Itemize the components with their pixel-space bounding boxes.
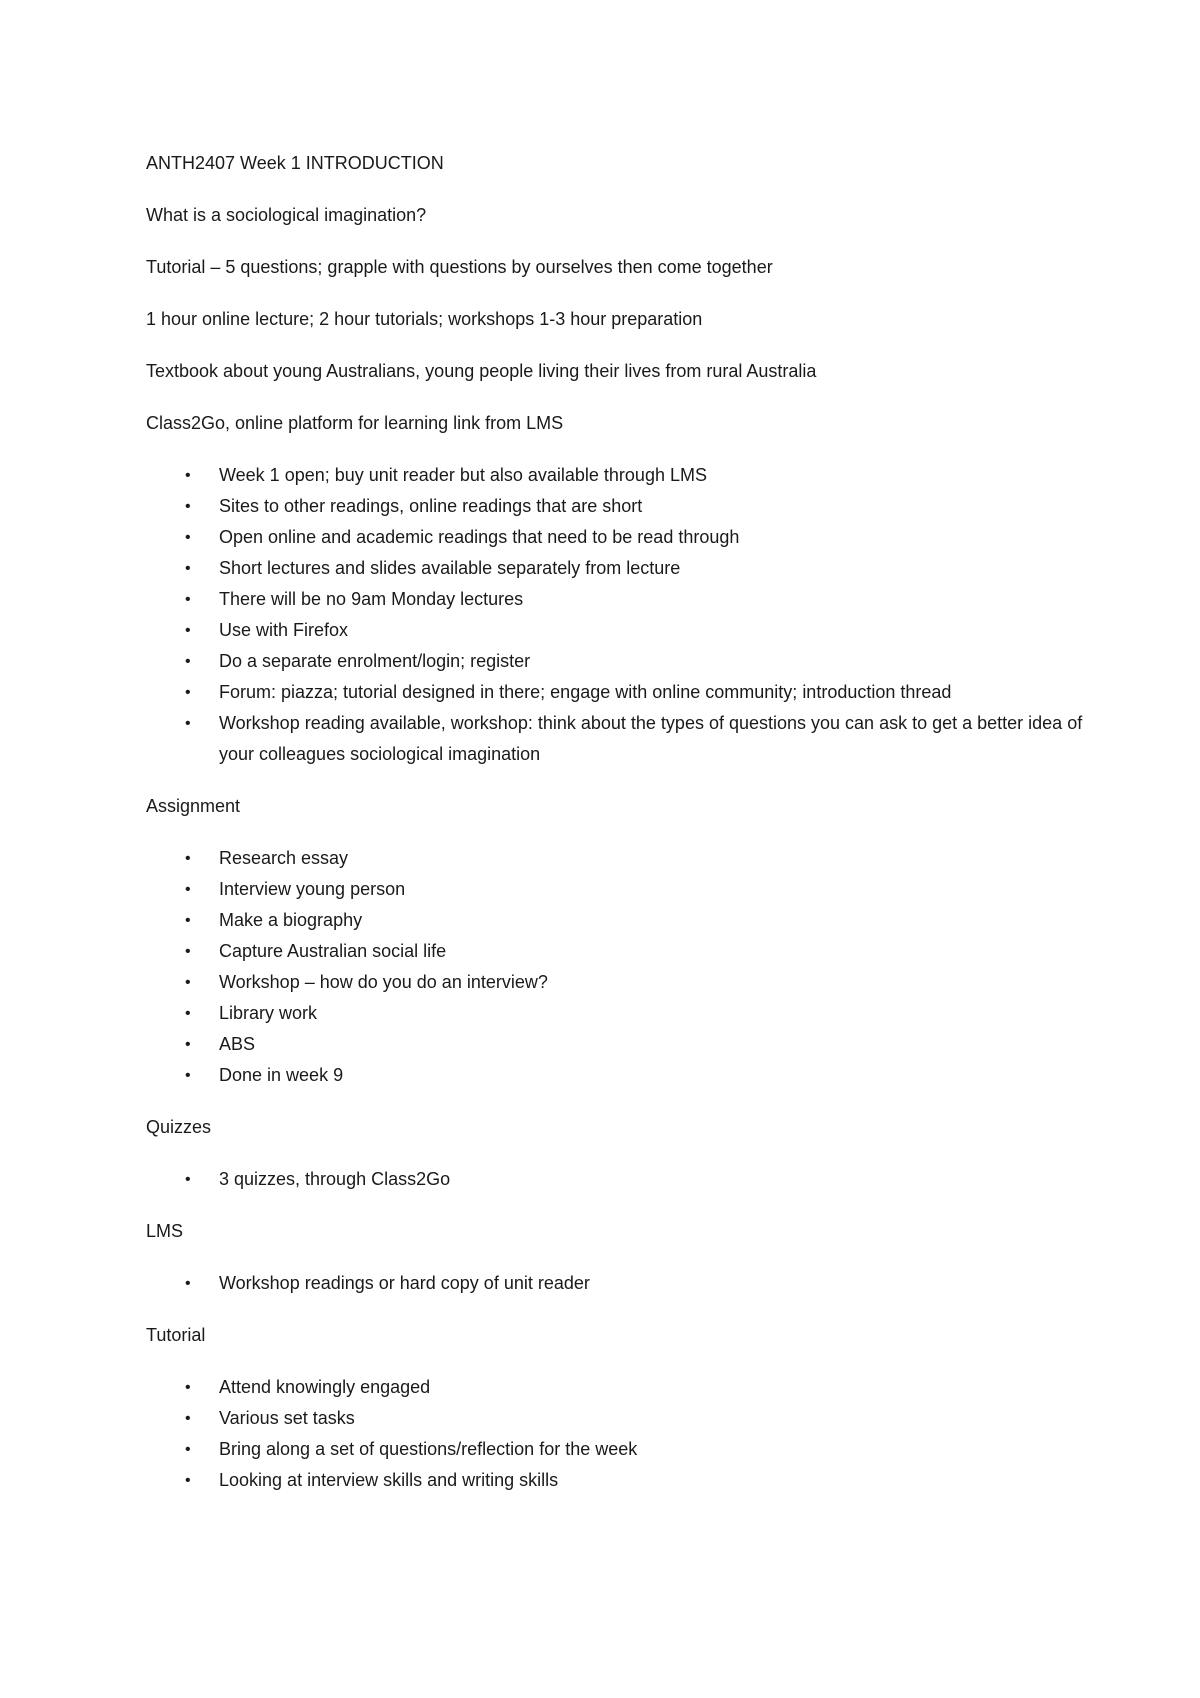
list-item <box>146 584 1106 615</box>
list-item <box>146 553 1106 584</box>
list-item <box>146 615 1106 646</box>
list-item <box>146 1164 1106 1195</box>
list-item <box>146 936 1106 967</box>
bullet-icon: • <box>185 1472 191 1489</box>
list-item <box>146 905 1106 936</box>
bullet-icon: • <box>185 850 191 867</box>
lms-bullet-list <box>146 1268 1106 1299</box>
heading-lms: LMS <box>146 1221 184 1241</box>
list-item <box>146 1372 1106 1403</box>
heading-tutorial: Tutorial <box>146 1325 206 1345</box>
list-item-text: Week 1 open; buy unit reader but also available through LMS <box>219 465 707 485</box>
paragraph-textbook: Textbook about young Australians, young people living their lives from rural Australia <box>146 361 817 381</box>
document-page <box>146 148 1106 1517</box>
list-item <box>146 1434 1106 1465</box>
bullet-icon: • <box>185 622 191 639</box>
bullet-icon: • <box>185 1005 191 1022</box>
paragraph-tutorial: Tutorial – 5 questions; grapple with questions by ourselves then come together <box>146 257 773 277</box>
heading-quizzes: Quizzes <box>146 1117 212 1137</box>
bullet-icon: • <box>185 1036 191 1053</box>
list-item <box>146 677 1106 708</box>
list-item-text: Use with Firefox <box>219 620 349 640</box>
bullet-icon: • <box>185 591 191 608</box>
list-item-text: Interview young person <box>219 879 406 899</box>
list-item <box>146 1060 1106 1091</box>
list-item <box>146 1268 1106 1299</box>
bullet-icon: • <box>185 684 191 701</box>
bullet-icon: • <box>185 881 191 898</box>
paragraph-class2go: Class2Go, online platform for learning link from LMS <box>146 413 564 433</box>
list-item-text: Research essay <box>219 848 349 868</box>
list-item <box>146 998 1106 1029</box>
list-item-text: Bring along a set of questions/reflection for the week <box>219 1439 638 1459</box>
list-item <box>146 708 1106 770</box>
list-item-text: Short lectures and slides available separately from lecture <box>219 558 681 578</box>
list-item-text: Sites to other readings, online readings that are short <box>219 496 643 516</box>
bullet-icon: • <box>185 529 191 546</box>
list-item <box>146 874 1106 905</box>
list-item <box>146 1465 1106 1496</box>
list-item-text: Forum: piazza; tutorial designed in there; engage with online community; introduction thread <box>219 682 952 702</box>
list-item-text: Workshop – how do you do an interview? <box>219 972 548 992</box>
list-item-text: Workshop readings or hard copy of unit reader <box>219 1273 590 1293</box>
list-item <box>146 522 1106 553</box>
quizzes-bullet-list <box>146 1164 1106 1195</box>
paragraph-schedule: 1 hour online lecture; 2 hour tutorials; workshops 1-3 hour preparation <box>146 309 703 329</box>
list-item-text: Make a biography <box>219 910 363 930</box>
document-title: ANTH2407 Week 1 INTRODUCTION <box>146 153 444 173</box>
tutorial-bullet-list <box>146 1372 1106 1496</box>
bullet-icon: • <box>185 1171 191 1188</box>
list-item-text: Capture Australian social life <box>219 941 447 961</box>
bullet-icon: • <box>185 1275 191 1292</box>
bullet-icon: • <box>185 912 191 929</box>
list-item-text: 3 quizzes, through Class2Go <box>219 1169 451 1189</box>
list-item <box>146 967 1106 998</box>
list-item-text: Do a separate enrolment/login; register <box>219 651 531 671</box>
class2go-bullet-list <box>146 460 1106 770</box>
bullet-icon: • <box>185 467 191 484</box>
paragraph-question: What is a sociological imagination? <box>146 205 427 225</box>
list-item <box>146 646 1106 677</box>
list-item-text: Done in week 9 <box>219 1065 344 1085</box>
list-item-text: Looking at interview skills and writing skills <box>219 1470 559 1490</box>
list-item-text: Workshop reading available, workshop: think about the types of questions you can ask to get a better idea of your colleagues sociological imagination <box>219 713 1083 764</box>
heading-assignment: Assignment <box>146 796 241 816</box>
bullet-icon: • <box>185 974 191 991</box>
bullet-icon: • <box>185 498 191 515</box>
bullet-icon: • <box>185 1379 191 1396</box>
list-item-text: Open online and academic readings that need to be read through <box>219 527 740 547</box>
bullet-icon: • <box>185 1441 191 1458</box>
list-item <box>146 460 1106 491</box>
list-item-text: ABS <box>219 1034 256 1054</box>
list-item <box>146 1403 1106 1434</box>
list-item <box>146 491 1106 522</box>
list-item-text: Library work <box>219 1003 318 1023</box>
list-item-text: Various set tasks <box>219 1408 355 1428</box>
bullet-icon: • <box>185 560 191 577</box>
bullet-icon: • <box>185 1410 191 1427</box>
assignment-bullet-list <box>146 843 1106 1091</box>
bullet-icon: • <box>185 653 191 670</box>
list-item-text: Attend knowingly engaged <box>219 1377 431 1397</box>
list-item <box>146 1029 1106 1060</box>
bullet-icon: • <box>185 943 191 960</box>
bullet-icon: • <box>185 1067 191 1084</box>
list-item-text: There will be no 9am Monday lectures <box>219 589 524 609</box>
list-item <box>146 843 1106 874</box>
bullet-icon: • <box>185 715 191 732</box>
